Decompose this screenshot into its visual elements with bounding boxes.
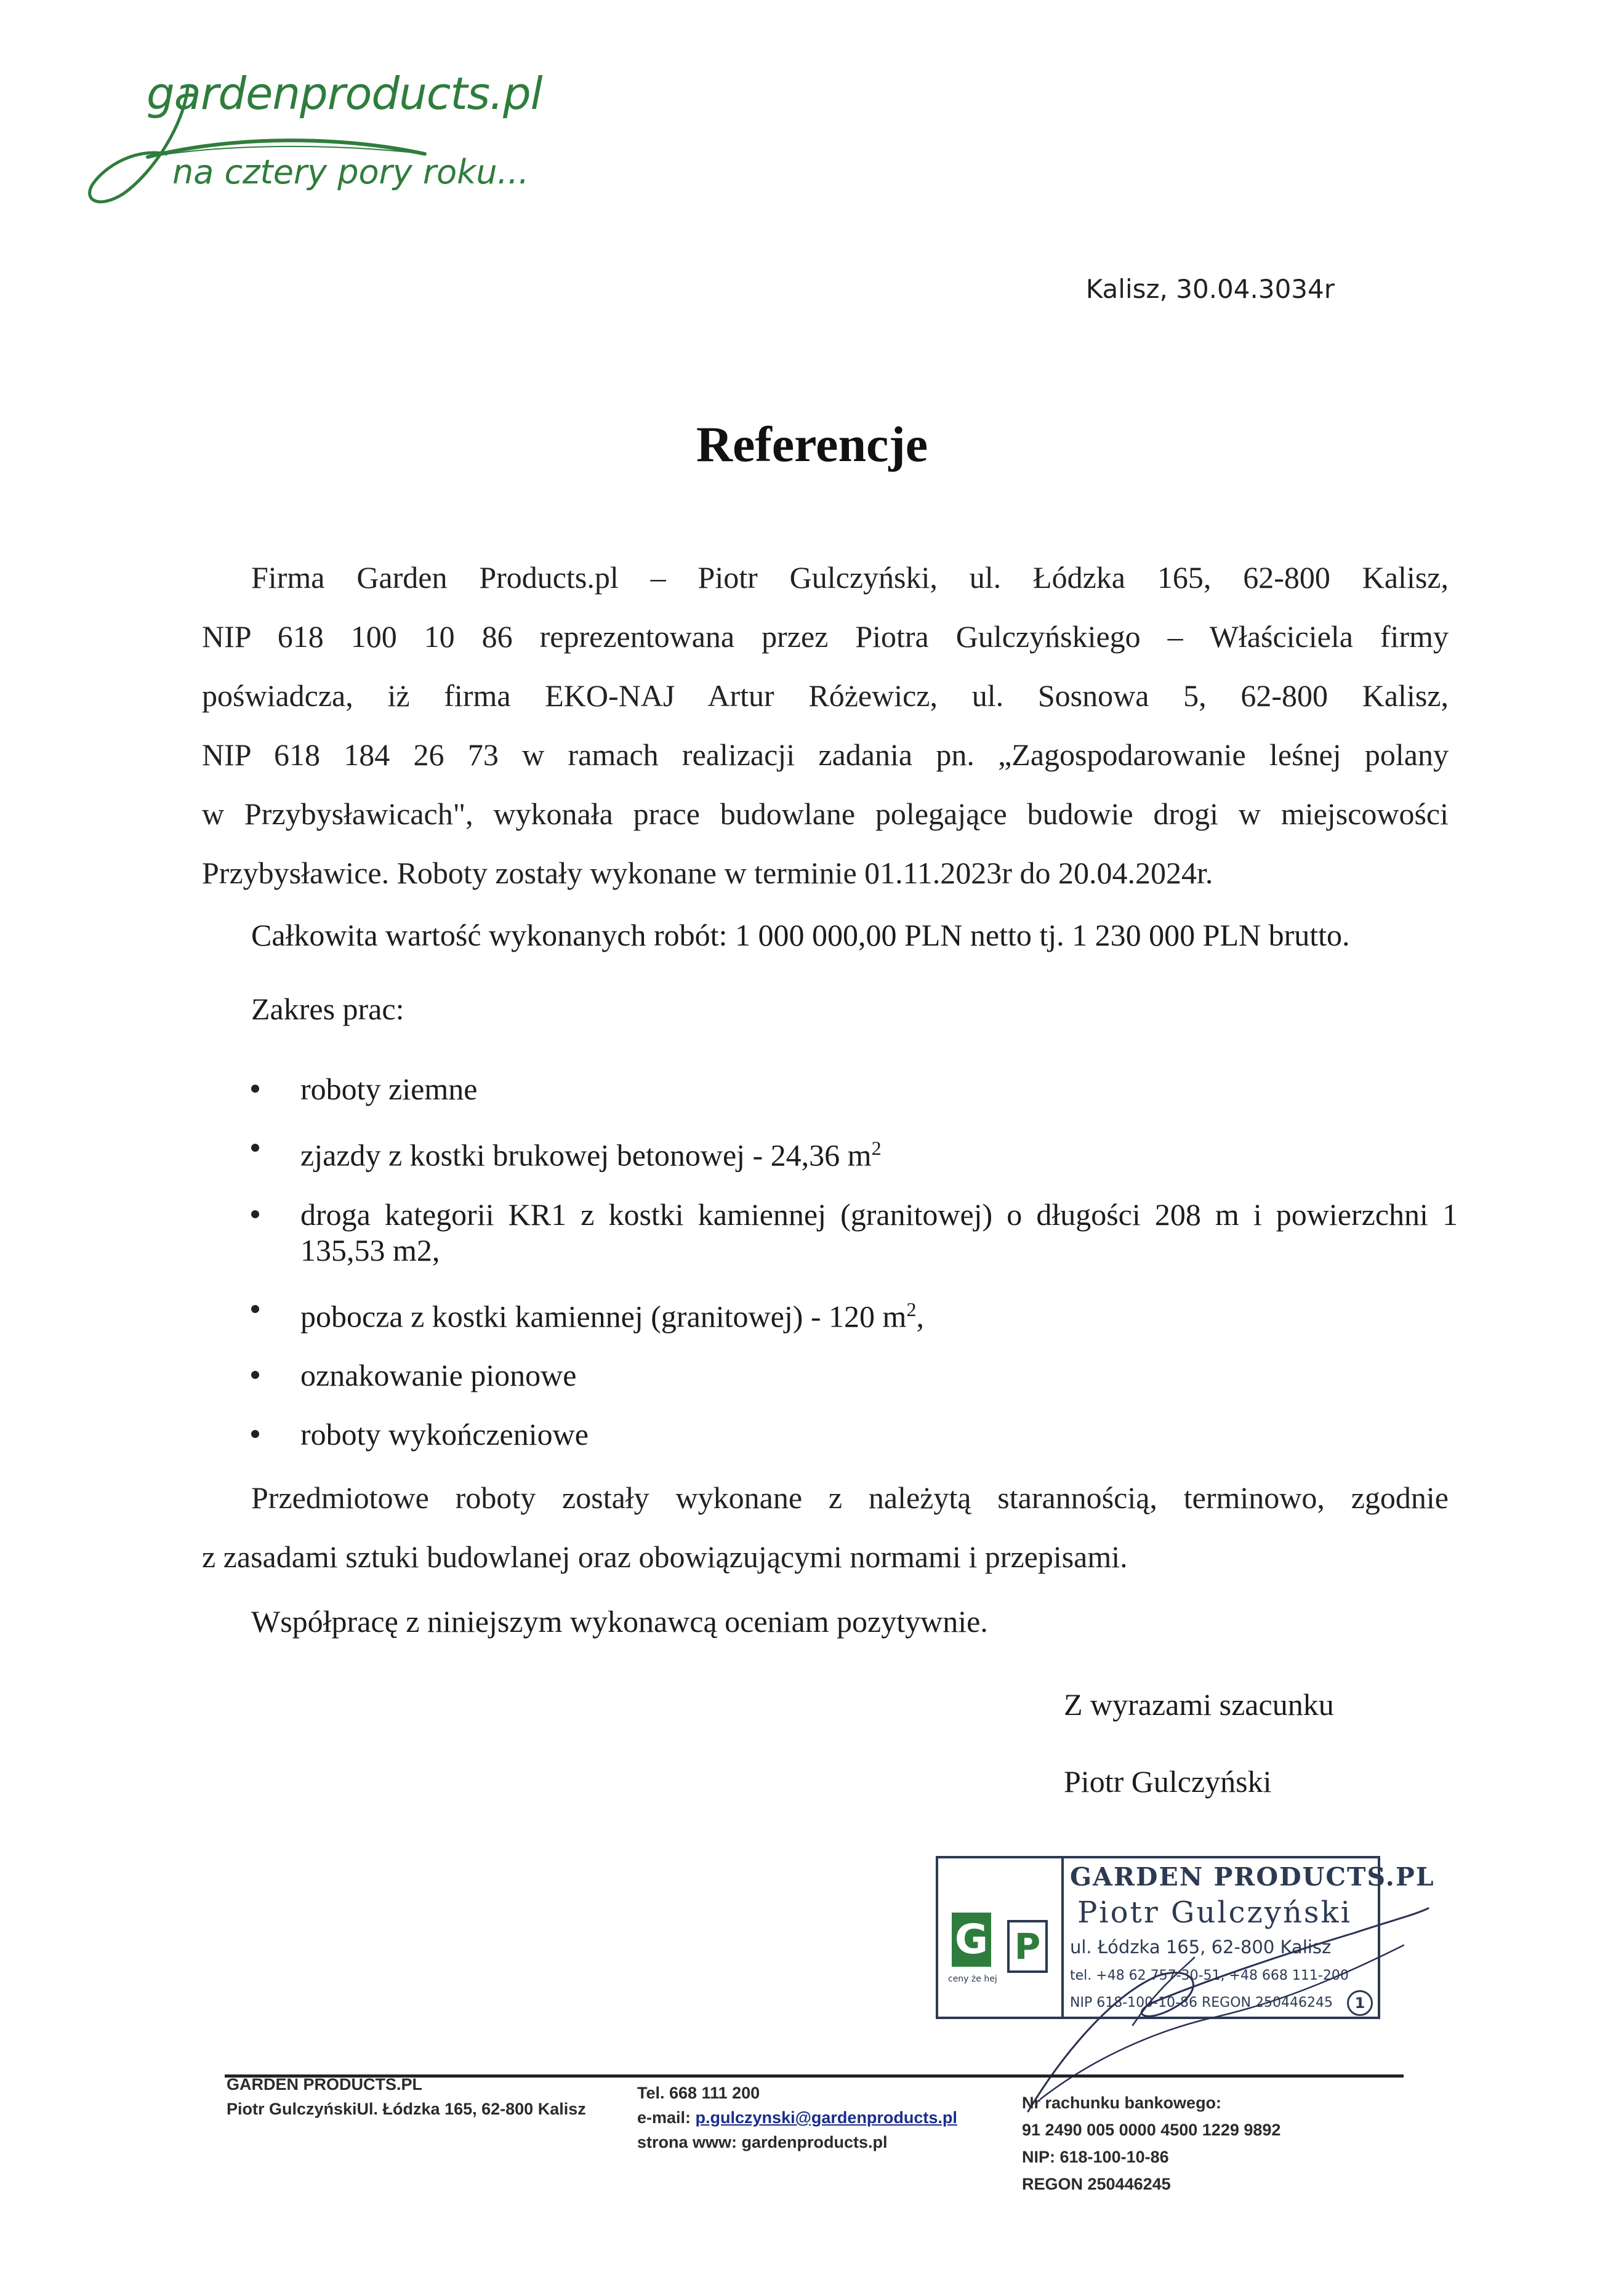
footer-nip: NIP: 618-100-10-86 (1022, 2148, 1169, 2166)
stamp-number-badge: 1 (1347, 1990, 1373, 2016)
list-item (251, 1197, 1458, 1268)
bullet-icon (251, 1430, 259, 1438)
footer-email-link[interactable]: p.gulczynski@gardenproducts.pl (695, 2108, 957, 2127)
list-item-text: droga kategorii KR1 z kostki kamiennej (granitowej) o długości 208 m i powierzchni 1 135,53 m2, (300, 1197, 1458, 1267)
intro-line: NIP 618 100 10 86 reprezentowana przez Piotra Gulczyńskiego – Właściciela firmy (202, 619, 1449, 654)
footer-company: GARDEN PRODUCTS.PL (227, 2075, 423, 2094)
superscript: 2 (871, 1137, 882, 1159)
scope-title: Zakres prac: (251, 992, 404, 1026)
stamp-company-name: GARDEN PRODUCTS.PL (1070, 1862, 1435, 1892)
total-value-line: Całkowita wartość wykonanych robót: 1 000 000,00 PLN netto tj. 1 230 000 PLN brutto. (251, 918, 1350, 952)
list-item-text: zjazdy z kostki brukowej betonowej - 24,36 m (300, 1138, 872, 1173)
company-logo (80, 62, 542, 209)
handwritten-signature (973, 1896, 1441, 2118)
intro-line: NIP 618 184 26 73 w ramach realizacji zadania pn. „Zagospodarowanie leśnej polany (202, 737, 1449, 772)
list-item-text: roboty ziemne (300, 1072, 478, 1106)
bullet-icon (251, 1210, 259, 1218)
bullet-icon (251, 1305, 259, 1313)
logo-brand-text: gardenproducts.pl (147, 68, 542, 119)
list-item-text: roboty wykończeniowe (300, 1417, 589, 1452)
closing-salutation: Z wyrazami szacunku (1064, 1687, 1334, 1722)
intro-line: w Przybysławicach", wykonała prace budowlane polegające budowie drogi w miejscowości (202, 797, 1449, 831)
stamp-owner-name: Piotr Gulczyński (1077, 1895, 1352, 1930)
footer-website: strona www: gardenproducts.pl (637, 2133, 888, 2151)
closing-line: z zasadami sztuki budowlanej oraz obowiązującymi normami i przepisami. (202, 1540, 1128, 1574)
stamp-phones: tel. +48 62 757-30-51, +48 668 111-200 (1070, 1968, 1349, 1983)
intro-line: poświadcza, iż firma EKO-NAJ Artur Różewicz, ul. Sosnowa 5, 62-800 Kalisz, (202, 678, 1449, 713)
footer-email-row (637, 2105, 957, 2130)
footer-phone: Tel. 668 111 200 (637, 2084, 760, 2102)
signer-name: Piotr Gulczyński (1064, 1764, 1272, 1799)
stamp-address: ul. Łódzka 165, 62-800 Kalisz (1070, 1937, 1332, 1958)
intro-line: Firma Garden Products.pl – Piotr Gulczyński, ul. Łódzka 165, 62-800 Kalisz, (251, 560, 1449, 595)
cooperation-statement: Współpracę z niniejszym wykonawcą oceniam pozytywnie. (251, 1604, 988, 1639)
stamp-logo-p: P (1007, 1920, 1048, 1973)
list-item (251, 1357, 1452, 1393)
footer-address: Piotr GulczyńskiUl. Łódzka 165, 62-800 Kalisz (227, 2100, 586, 2118)
document-title: Referencje (696, 416, 928, 472)
footer-regon: REGON 250446245 (1022, 2175, 1171, 2193)
stamp-logo-caption: ceny że hej (948, 1974, 997, 1984)
stamp-ids: NIP 618-100-10-86 REGON 250446245 (1070, 1995, 1333, 2010)
bullet-icon (251, 1371, 259, 1379)
list-item (251, 1130, 1452, 1173)
footer-bank-account: 91 2490 005 0000 4500 1229 9892 (1022, 2121, 1281, 2139)
list-item-text: oznakowanie pionowe (300, 1358, 577, 1393)
intro-paragraph (202, 548, 1449, 902)
footer-email-label: e-mail: (637, 2108, 691, 2127)
stamp-logo-g: G (952, 1913, 991, 1967)
list-item (251, 1071, 1452, 1107)
footer-bank-label: Nr rachunku bankowego: (1022, 2094, 1222, 2112)
footer-company-column (227, 2072, 586, 2121)
list-item-suffix: , (916, 1299, 924, 1334)
logo-tagline: na cztery pory roku... (172, 153, 529, 191)
list-item (251, 1416, 1452, 1452)
list-item-text: pobocza z kostki kamiennej (granitowej) - 120 m (300, 1299, 907, 1334)
bullet-icon (251, 1144, 259, 1152)
list-item (251, 1291, 1452, 1335)
intro-line: Przybysławice. Roboty zostały wykonane w terminie 01.11.2023r do 20.04.2024r. (202, 856, 1213, 890)
bullet-icon (251, 1085, 259, 1093)
footer-bank-column (1022, 2089, 1280, 2198)
superscript: 2 (906, 1298, 917, 1320)
closing-paragraph (202, 1468, 1449, 1586)
date-place-line: Kalisz, 30.04.3034r (1085, 274, 1335, 304)
scope-list (251, 1071, 1458, 1476)
footer-contact-column (637, 2081, 957, 2155)
closing-line: Przedmiotowe roboty zostały wykonane z należytą starannością, terminowo, zgodnie (251, 1480, 1449, 1515)
